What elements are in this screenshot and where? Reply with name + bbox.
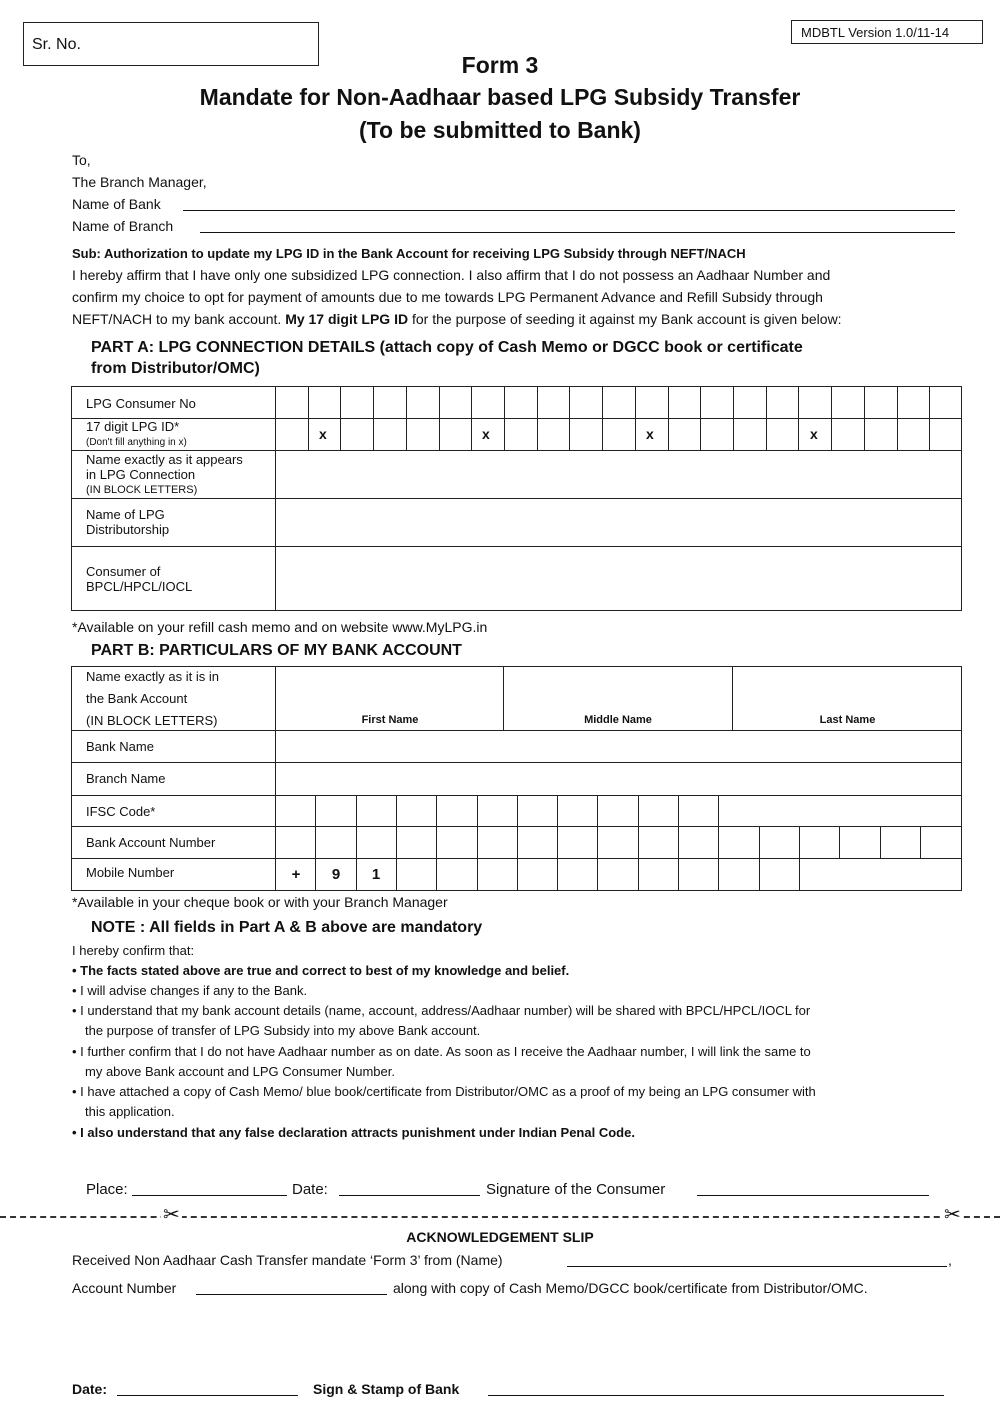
lpg-digit-box[interactable] [504, 386, 505, 450]
lpg-digit-box[interactable] [929, 386, 930, 450]
ack-line-1: Received Non Aadhaar Cash Transfer mandate ‘Form 3’ from (Name) [72, 1252, 503, 1268]
ifsc-digit-box[interactable] [678, 795, 679, 826]
account-number-label: Bank Account Number [86, 835, 216, 850]
lpg-digit-box[interactable] [700, 386, 701, 450]
confirm-bullet-1: • The facts stated above are true and correct to best of my knowledge and belief. [72, 963, 570, 978]
confirm-bullet-4b: my above Bank account and LPG Consumer Number. [85, 1064, 395, 1079]
part-a-label-divider [275, 386, 276, 611]
place-label: Place: [86, 1181, 128, 1198]
ack-account-field[interactable] [196, 1294, 387, 1295]
confirm-bullet-3b: the purpose of transfer of LPG Subsidy into my above Bank account. [85, 1023, 481, 1038]
ifsc-label: IFSC Code* [86, 804, 156, 819]
date-label: Date: [292, 1181, 328, 1198]
part-a-row-line [71, 546, 962, 547]
ack-stamp-label: Sign & Stamp of Bank [313, 1381, 460, 1397]
lpg-digit-box[interactable] [471, 386, 472, 450]
mobile-prefix-nine: 9 [331, 866, 341, 883]
part-b-label-divider [275, 666, 276, 891]
place-field[interactable] [132, 1195, 287, 1196]
mobile-digit-box[interactable] [759, 858, 760, 891]
subject-line: Sub: Authorization to update my LPG ID in the Bank Account for receiving LPG Subsidy through NEFT/NACH [72, 246, 746, 261]
scissors-icon: ✂ [163, 1204, 180, 1226]
ack-date-field[interactable] [117, 1395, 298, 1396]
mobile-digit-box[interactable] [718, 858, 719, 891]
part-a-heading-2: from Distributor/OMC) [91, 360, 260, 377]
account-digit-box[interactable] [678, 826, 679, 858]
confirm-intro: I hereby confirm that: [72, 943, 195, 958]
lpg-id-label: 17 digit LPG ID* [86, 419, 180, 434]
confirm-bullet-3a: • I understand that my bank account details (name, account, address/Aadhaar number) will be shared with BPCL/HPCL/IOCL for [72, 1003, 811, 1018]
branch-name-row-field[interactable] [277, 764, 960, 793]
mobile-digit-box[interactable] [799, 858, 800, 891]
page-title: Mandate for Non-Aadhaar based LPG Subsidy Transfer [199, 84, 801, 110]
part-a-row-line [71, 498, 962, 499]
part-b-heading: PART B: PARTICULARS OF MY BANK ACCOUNT [91, 642, 462, 659]
lpg-digit-box[interactable] [635, 386, 636, 450]
x-mark: x [482, 426, 490, 442]
bank-name-label: Name of Bank [72, 196, 161, 212]
lpg-digit-box[interactable] [897, 386, 898, 450]
confirm-bullet-5b: this application. [85, 1104, 175, 1119]
bank-acc-name-label-2: the Bank Account [86, 691, 188, 706]
mobile-digit-box[interactable] [638, 858, 639, 891]
lpg-digit-box[interactable] [340, 386, 341, 450]
account-digit-box[interactable] [880, 826, 881, 858]
page-subtitle: (To be submitted to Bank) [359, 117, 641, 143]
body-line-3-c: for the purpose of seeding it against my Bank account is given below: [411, 311, 842, 327]
ack-title: ACKNOWLEDGEMENT SLIP [406, 1229, 594, 1245]
ack-stamp-field[interactable] [488, 1395, 944, 1396]
account-digit-box[interactable] [356, 826, 357, 858]
account-digit-box[interactable] [597, 826, 598, 858]
lpg-digit-box[interactable] [439, 386, 440, 450]
part-a-row-line [71, 418, 962, 419]
lpg-digit-box[interactable] [569, 386, 570, 450]
last-name-caption: Last Name [819, 714, 876, 726]
lpg-consumer-no-label: LPG Consumer No [86, 396, 196, 411]
account-digit-box[interactable] [557, 826, 558, 858]
ack-account-label: Account Number [72, 1280, 177, 1296]
lpg-digit-box[interactable] [537, 386, 538, 450]
confirm-bullet-6: • I also understand that any false declaration attracts punishment under Indian Penal Code. [72, 1125, 635, 1140]
ifsc-digit-box[interactable] [436, 795, 437, 826]
confirm-bullet-2: • I will advise changes if any to the Bank. [72, 983, 308, 998]
lpg-name-label-3: (IN BLOCK LETTERS) [86, 484, 198, 496]
scissors-icon: ✂ [944, 1204, 961, 1226]
account-digit-box[interactable] [718, 826, 719, 858]
body-line-3-b: My 17 digit LPG ID [285, 311, 409, 327]
bank-name-row-label: Bank Name [86, 739, 154, 754]
form-number: Form 3 [461, 52, 539, 78]
mobile-digit-box[interactable] [557, 858, 558, 891]
lpg-digit-box[interactable] [766, 386, 767, 450]
sr-no-label: Sr. No. [32, 36, 81, 53]
account-digit-box[interactable] [799, 826, 800, 858]
body-line-3 [72, 311, 842, 327]
mobile-number-label: Mobile Number [86, 865, 175, 880]
part-a-footnote: *Available on your refill cash memo and on website www.MyLPG.in [72, 619, 488, 635]
part-b-footnote: *Available in your cheque book or with your Branch Manager [72, 894, 448, 910]
branch-name-label: Name of Branch [72, 218, 174, 234]
bank-acc-name-label-3: (IN BLOCK LETTERS) [86, 713, 218, 728]
x-mark: x [646, 426, 654, 442]
lpg-name-label-2: in LPG Connection [86, 467, 196, 482]
lpg-name-label-1: Name exactly as it appears [86, 452, 243, 467]
x-mark: x [319, 426, 327, 442]
account-digit-box[interactable] [315, 826, 316, 858]
mobile-digit-box[interactable] [597, 858, 598, 891]
mobile-digit-box[interactable] [396, 858, 397, 891]
date-field[interactable] [339, 1195, 480, 1196]
omc-field[interactable] [277, 548, 960, 609]
ifsc-digit-box[interactable] [477, 795, 478, 826]
body-line-2: confirm my choice to opt for payment of amounts due to me towards LPG Permanent Advance and Refill Subsidy through [72, 289, 823, 305]
account-digit-box[interactable] [759, 826, 760, 858]
account-digit-box[interactable] [920, 826, 921, 858]
mobile-prefix-one: 1 [371, 866, 381, 883]
lpg-digit-box[interactable] [308, 386, 309, 450]
ifsc-digit-box[interactable] [597, 795, 598, 826]
part-b-row-line [71, 730, 962, 731]
ifsc-digit-box[interactable] [396, 795, 397, 826]
lpg-digit-box[interactable] [831, 386, 832, 450]
version-label: MDBTL Version 1.0/11-14 [801, 25, 950, 40]
branch-name-row-label: Branch Name [86, 771, 166, 786]
address-to: To, [72, 152, 91, 168]
signature-label: Signature of the Consumer [486, 1181, 666, 1198]
distributorship-label-2: Distributorship [86, 522, 170, 537]
ifsc-digit-box[interactable] [557, 795, 558, 826]
lpg-name-field[interactable] [277, 452, 960, 496]
ifsc-digit-box[interactable] [315, 795, 316, 826]
bank-acc-name-label-1: Name exactly as it is in [86, 669, 219, 684]
lpg-digit-box[interactable] [373, 386, 374, 450]
version-box [791, 20, 983, 44]
account-digit-box[interactable] [396, 826, 397, 858]
ifsc-digit-box[interactable] [356, 795, 357, 826]
ack-comma: , [948, 1252, 952, 1268]
account-digit-box[interactable] [436, 826, 437, 858]
lpg-digit-box[interactable] [864, 386, 865, 450]
mobile-prefix-plus: + [291, 866, 301, 883]
ifsc-digit-box[interactable] [517, 795, 518, 826]
middle-name-caption: Middle Name [584, 714, 652, 726]
account-digit-box[interactable] [477, 826, 478, 858]
part-a-heading-1: PART A: LPG CONNECTION DETAILS (attach copy of Cash Memo or DGCC book or certificate [91, 339, 803, 356]
ifsc-digit-box[interactable] [638, 795, 639, 826]
mandatory-note: NOTE : All fields in Part A & B above are mandatory [91, 919, 483, 936]
lpg-digit-box[interactable] [733, 386, 734, 450]
distributorship-field[interactable] [277, 500, 960, 544]
lpg-digit-box[interactable] [668, 386, 669, 450]
bank-name-row-field[interactable] [277, 732, 960, 760]
mobile-digit-box[interactable] [678, 858, 679, 891]
cut-line [0, 1216, 1000, 1218]
omc-label-1: Consumer of [86, 564, 161, 579]
first-name-caption: First Name [361, 714, 419, 726]
mobile-digit-box[interactable] [477, 858, 478, 891]
lpg-digit-box[interactable] [798, 386, 799, 450]
lpg-digit-box[interactable] [406, 386, 407, 450]
account-digit-box[interactable] [839, 826, 840, 858]
address-manager: The Branch Manager, [72, 174, 207, 190]
body-line-3-a: NEFT/NACH to my bank account. [72, 311, 282, 327]
part-a-row-line [71, 450, 962, 451]
omc-label-2: BPCL/HPCL/IOCL [86, 579, 193, 594]
branch-name-field[interactable] [200, 232, 955, 233]
account-digit-box[interactable] [638, 826, 639, 858]
confirm-bullet-5a: • I have attached a copy of Cash Memo/ blue book/certificate from Distributor/OMC as a proof of my being an LPG consumer with [72, 1084, 816, 1099]
distributorship-label-1: Name of LPG [86, 507, 165, 522]
ifsc-digit-box[interactable] [718, 795, 719, 826]
x-mark: x [810, 426, 818, 442]
confirm-bullet-4a: • I further confirm that I do not have Aadhaar number as on date. As soon as I receive the Aadhaar number, I will link the same to [72, 1044, 811, 1059]
ack-line-2: along with copy of Cash Memo/DGCC book/certificate from Distributor/OMC. [393, 1280, 868, 1296]
account-digit-box[interactable] [517, 826, 518, 858]
lpg-digit-box[interactable] [602, 386, 603, 450]
part-b-row-line [71, 762, 962, 763]
body-line-1: I hereby affirm that I have only one subsidized LPG connection. I also affirm that I do not possess an Aadhaar Number and [72, 267, 831, 283]
mobile-digit-box[interactable] [517, 858, 518, 891]
ack-date-label: Date: [72, 1381, 108, 1397]
mobile-digit-box[interactable] [436, 858, 437, 891]
bank-name-field[interactable] [183, 210, 955, 211]
ack-name-field[interactable] [567, 1266, 947, 1267]
signature-field[interactable] [697, 1195, 929, 1196]
lpg-id-note: (Don't fill anything in x) [86, 437, 187, 448]
